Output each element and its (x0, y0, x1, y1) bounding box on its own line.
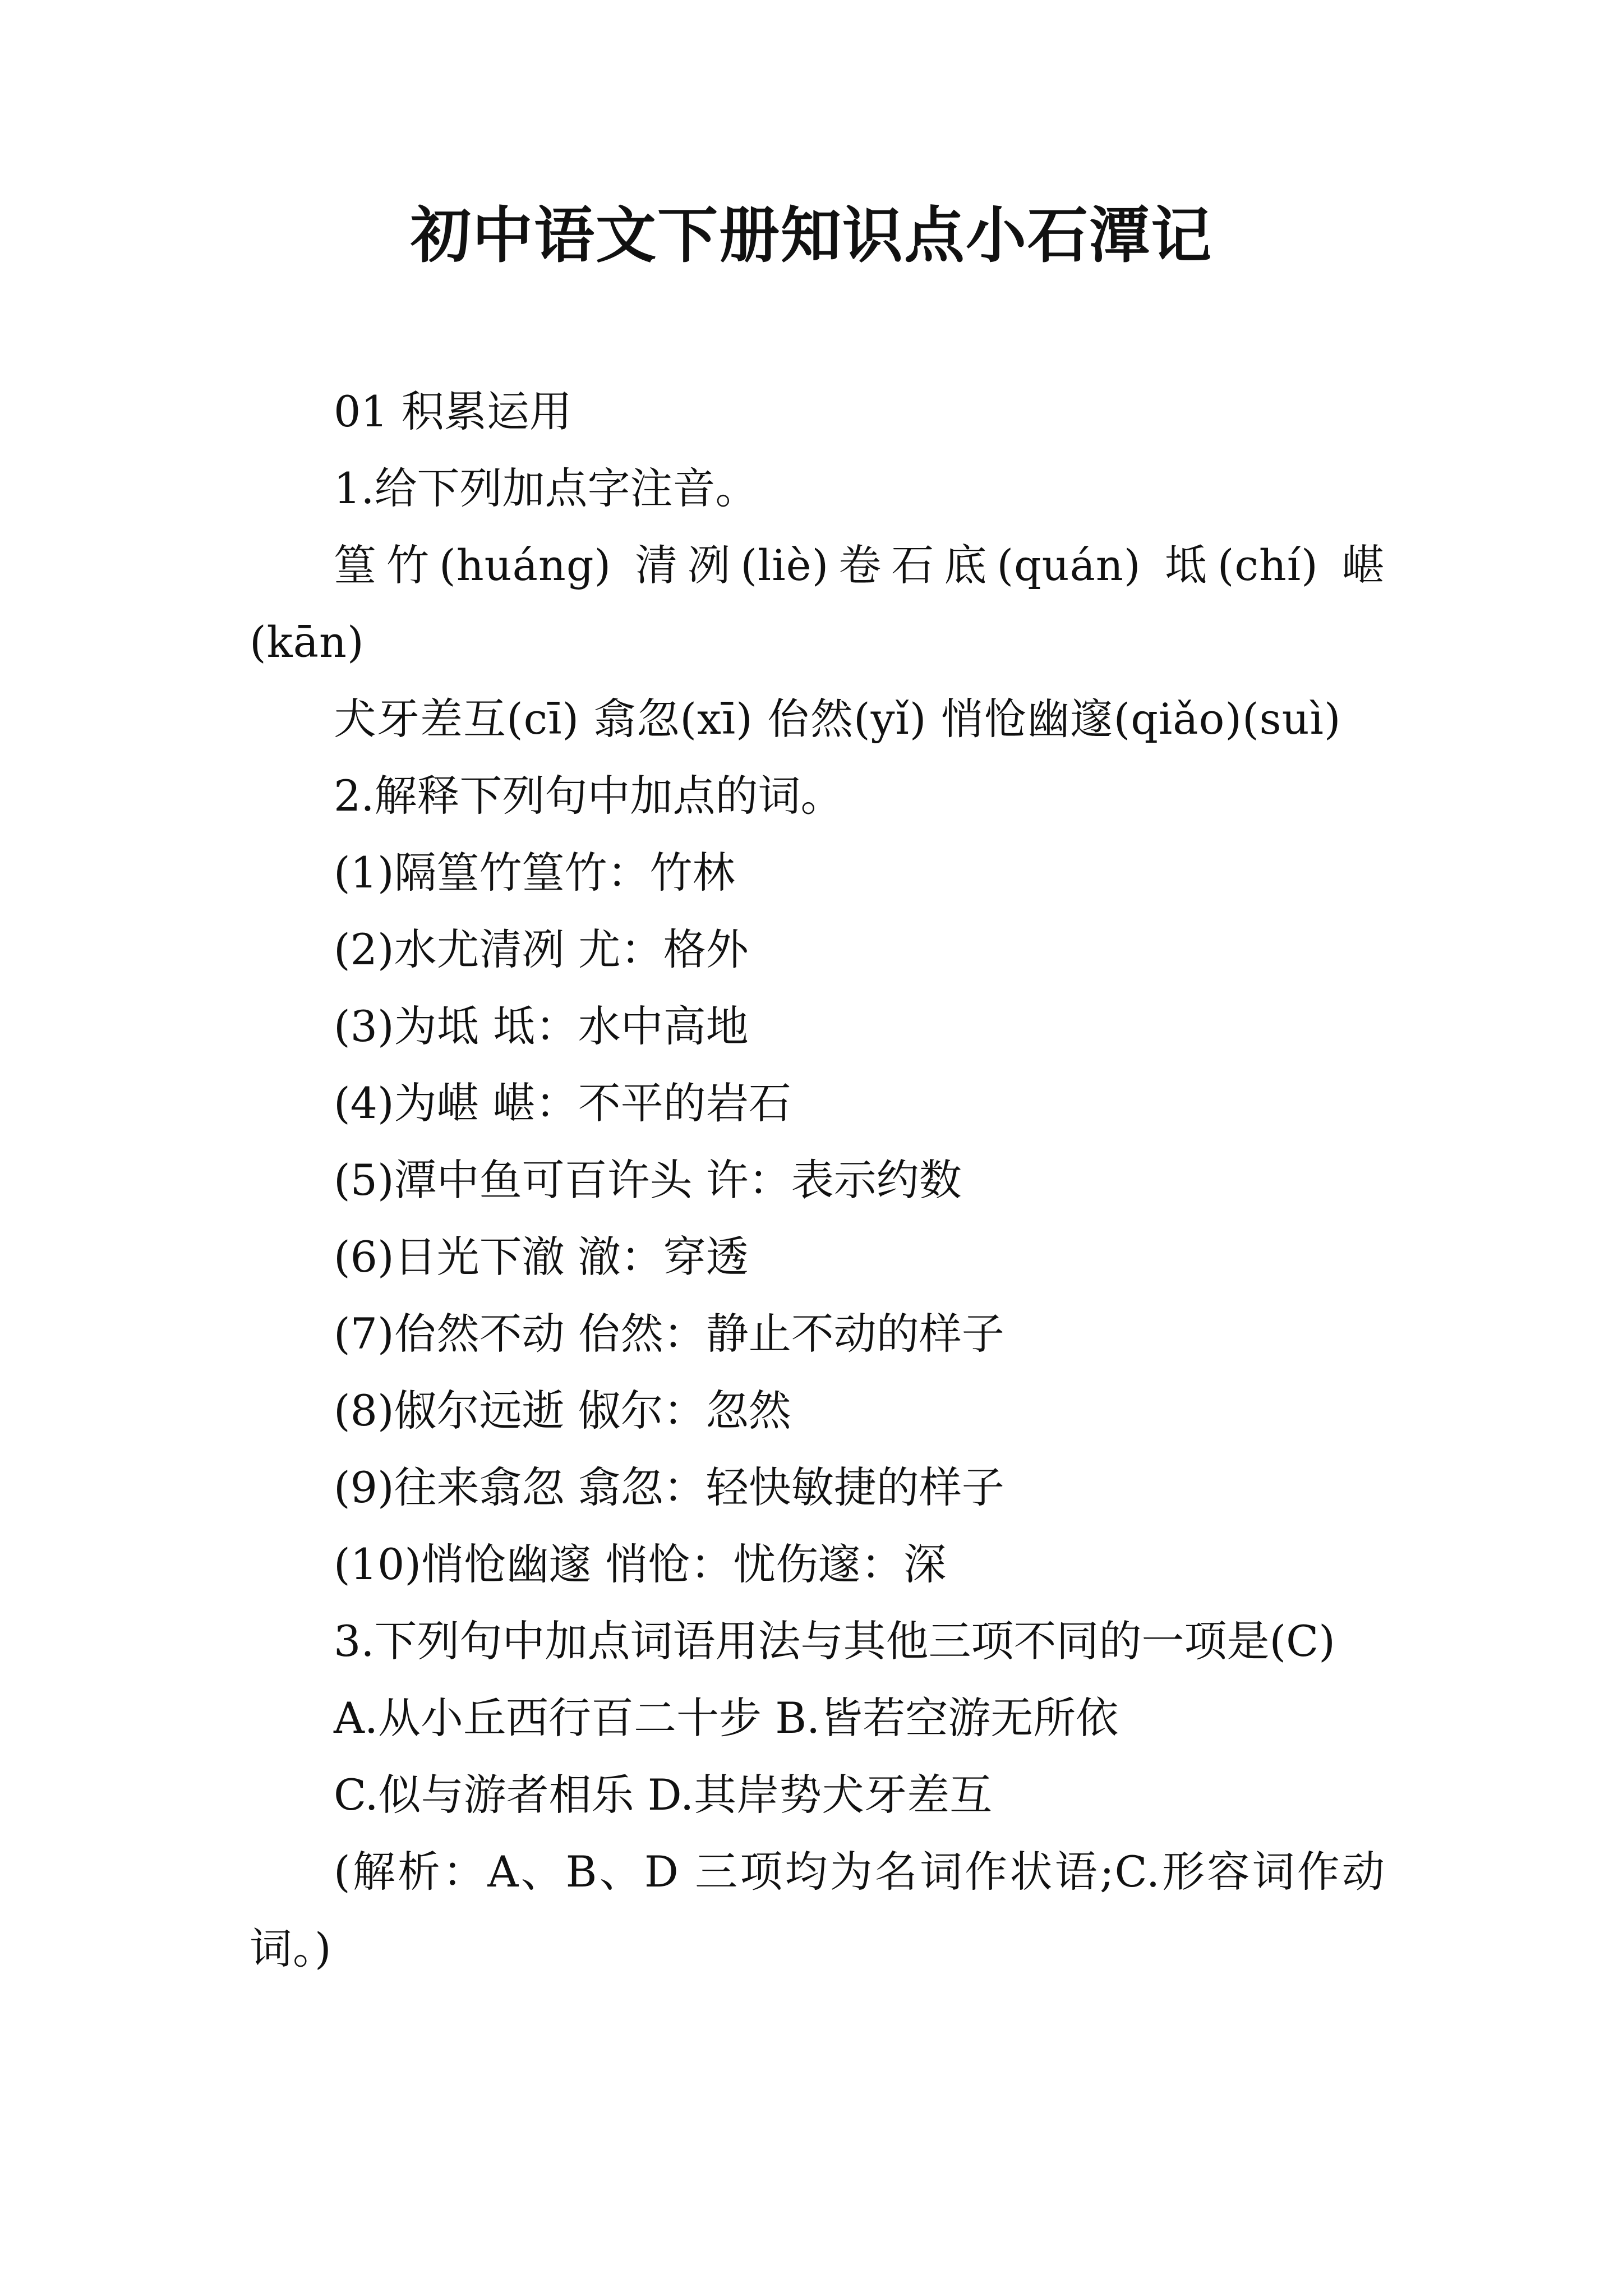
answer-item: (4)为嵁 嵁：不平的岩石 (334, 1078, 791, 1128)
document-title: 初中语文下册知识点小石潭记 (410, 200, 1212, 271)
answer-item: (8)俶尔远逝 俶尔：忽然 (334, 1386, 791, 1435)
answer-item: (7)佁然不动 佁然：静止不动的样子 (334, 1309, 1004, 1359)
answer-item: (9)往来翕忽 翕忽：轻快敏捷的样子 (334, 1462, 1004, 1512)
analysis-note: (解析：A、B、D 三项均为名词作状语;C.形容词作动词。) (250, 1847, 1385, 1973)
question-3: 3.下列句中加点词语用法与其他三项不同的一项是(C) (334, 1616, 1335, 1666)
choice-line: A.从小丘西行百二十步 B.皆若空游无所依 (334, 1693, 1119, 1743)
answer-item: (6)日光下澈 澈：穿透 (334, 1232, 749, 1282)
choice-line: C.似与游者相乐 D.其岸势犬牙差互 (334, 1770, 993, 1820)
answer-item: (5)潭中鱼可百许头 许：表示约数 (334, 1155, 962, 1205)
question-2: 2.解释下列句中加点的词。 (334, 771, 843, 821)
answer-item: (1)隔篁竹篁竹：竹林 (334, 848, 735, 898)
answer-item: (2)水尤清冽 尤：格外 (334, 924, 749, 974)
section-heading: 01 积累运用 (334, 386, 572, 436)
document-body (250, 373, 1385, 1987)
question-1: 1.给下列加点字注音。 (334, 463, 758, 513)
answer-item: (10)悄怆幽邃 悄怆：忧伤邃：深 (334, 1539, 947, 1589)
answer-item: (3)为坻 坻：水中高地 (334, 1001, 749, 1051)
pinyin-line-1: 篁竹(huáng) 清冽(liè)卷石底(quán) 坻(chí) 嵁(kān) (250, 540, 1385, 667)
pinyin-line-2: 犬牙差互(cī) 翕忽(xī) 佁然(yǐ) 悄怆幽邃(qiǎo)(suì) (334, 694, 1341, 744)
